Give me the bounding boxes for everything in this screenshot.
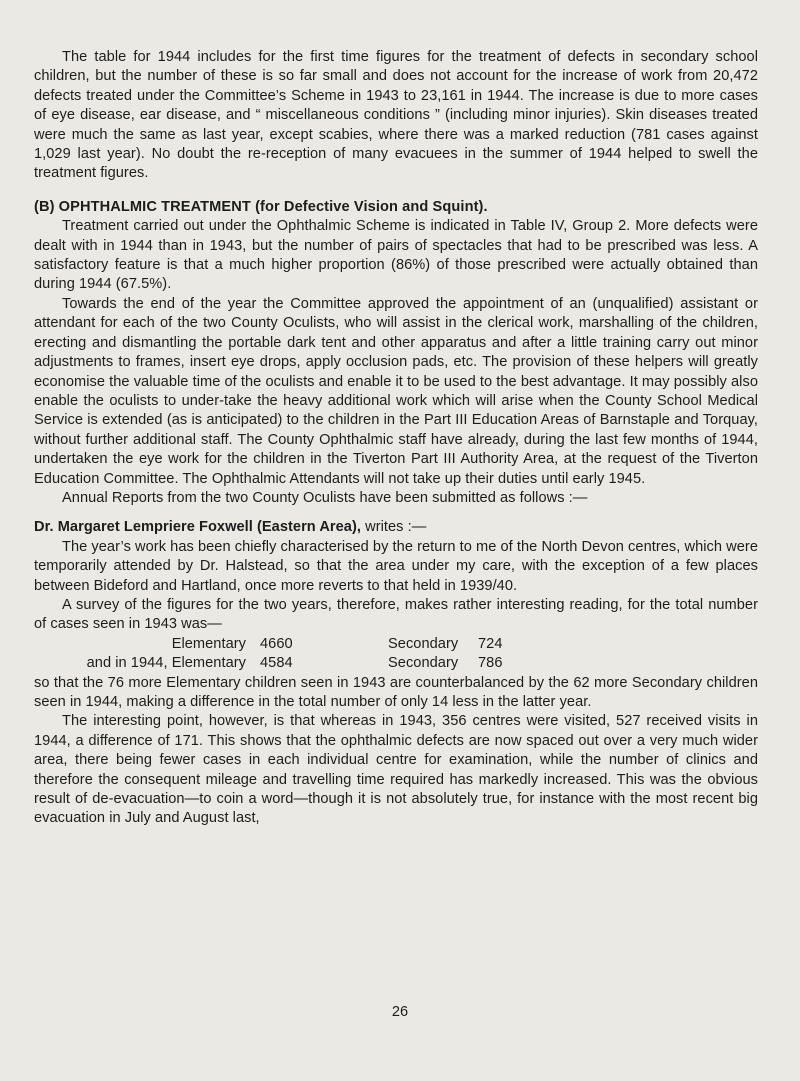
- paragraph-ophthalmic-scheme: Treatment carried out under the Ophthalmic Scheme is indicated in Table IV, Group 2. More defects were dealt with in 1944 than in 1943, but the number of pairs of spectacles that had to be prescribed was less. A satisfactory feature is that a much higher proportion (86%) of those prescribed were actually obtained than during 1944 (67.5%).: [34, 218, 758, 293]
- stats-value-secondary: 724: [478, 635, 503, 652]
- stats-value-elementary: 4584: [260, 655, 293, 672]
- page-number: 26: [391, 1004, 409, 1020]
- stats-row-1944: [34, 654, 758, 673]
- paragraph-centres-visited: The interesting point, however, is that whereas in 1943, 356 centres were visited, 527 received visits in 1944, a difference of 171. This shows that the ophthalmic defects are now spaced out over a very much wider area, there being fewer cases in each individual centre for examination, while the number of clinics and therefore the consequent mileage and travelling time required has markedly increased. This was the obvious result of de-evacuation—to coin a word—though it is not absolutely true, for instance with the most recent big evacuation in July and August last,: [34, 713, 758, 827]
- author-line: [34, 518, 758, 537]
- stats-label-elementary: Elementary: [171, 635, 246, 652]
- section-heading: [34, 198, 758, 217]
- paragraph-survey: A survey of the figures for the two years, therefore, makes rather interesting reading, for the total number of cases seen in 1943 was—: [34, 596, 758, 633]
- section-label: (B): [34, 198, 55, 215]
- stats-value-secondary: 786: [478, 655, 503, 672]
- paragraph-difference: so that the 76 more Elementary children seen in 1943 are counterbalanced by the 62 more Secondary children seen in 1944, making a difference in the total number of only 14 less in the latter year.: [34, 674, 758, 710]
- stats-value-elementary: 4660: [260, 635, 293, 652]
- body-text: [34, 48, 758, 829]
- paragraph-treatment-figures: The table for 1944 includes for the first time figures for the treatment of defects in secondary school children, but the number of these is so far small and does not account for the increase of work from 20,472 defects treated under the Committee’s Scheme in 1943 to 23,161 in 1944. The increase is due to more cases of eye disease, ear disease, and “ miscellaneous conditions ” (including minor injuries). Skin diseases treated were much the same as last year, except scabies, where there was a marked reduction (781 cases against 1,029 last year). No doubt the re-reception of many evacuees in the summer of 1944 helped to swell the treatment figures.: [34, 49, 758, 182]
- paragraph-attendants: Towards the end of the year the Committee approved the appointment of an (unqualified) assistant or attendant for each of the two County Oculists, who will assist in the clerical work, marshalling of the children, erecting and dismantling the portable dark tent and other apparatus and after a little training carry out minor adjustments to frames, insert eye drops, apply occlusion pads, etc. The provision of these helpers will greatly economise the valuable time of the oculists and enable it to be used to the best advantage. It may possibly also enable the oculists to under-take the heavy additional work which will arise when the County School Medical Service is extended (as is anticipated) to the children in the Part III Education Areas of Barnstaple and Torquay, without further additional staff. The County Ophthalmic staff have already, during the last few months of 1944, undertaken the eye work for the children in the Tiverton Part III Authority Area, at the request of the Tiverton Education Committee. The Ophthalmic Attendants will not take up their duties until early 1945.: [34, 295, 758, 487]
- stats-label-secondary: Secondary: [388, 635, 459, 652]
- section-title: OPHTHALMIC TREATMENT (for Defective Vision and Squint).: [58, 198, 488, 215]
- stats-label-elementary: and in 1944, Elementary: [86, 655, 246, 672]
- paragraph-north-devon: The year’s work has been chiefly characterised by the return to me of the North Devon centres, which were temporarily attended by Dr. Halstead, so that the area under my care, with the exception of a few places between Bideford and Hartland, once more reverts to that held in 1939/40.: [34, 538, 758, 594]
- paragraph-annual-reports: Annual Reports from the two County Oculists have been submitted as follows :—: [62, 489, 588, 506]
- author-writes: writes :—: [365, 519, 427, 536]
- stats-row-1943: [34, 635, 758, 654]
- stats-label-secondary: Secondary: [388, 655, 459, 672]
- author-name: Dr. Margaret Lempriere Foxwell (Eastern Area),: [34, 519, 361, 536]
